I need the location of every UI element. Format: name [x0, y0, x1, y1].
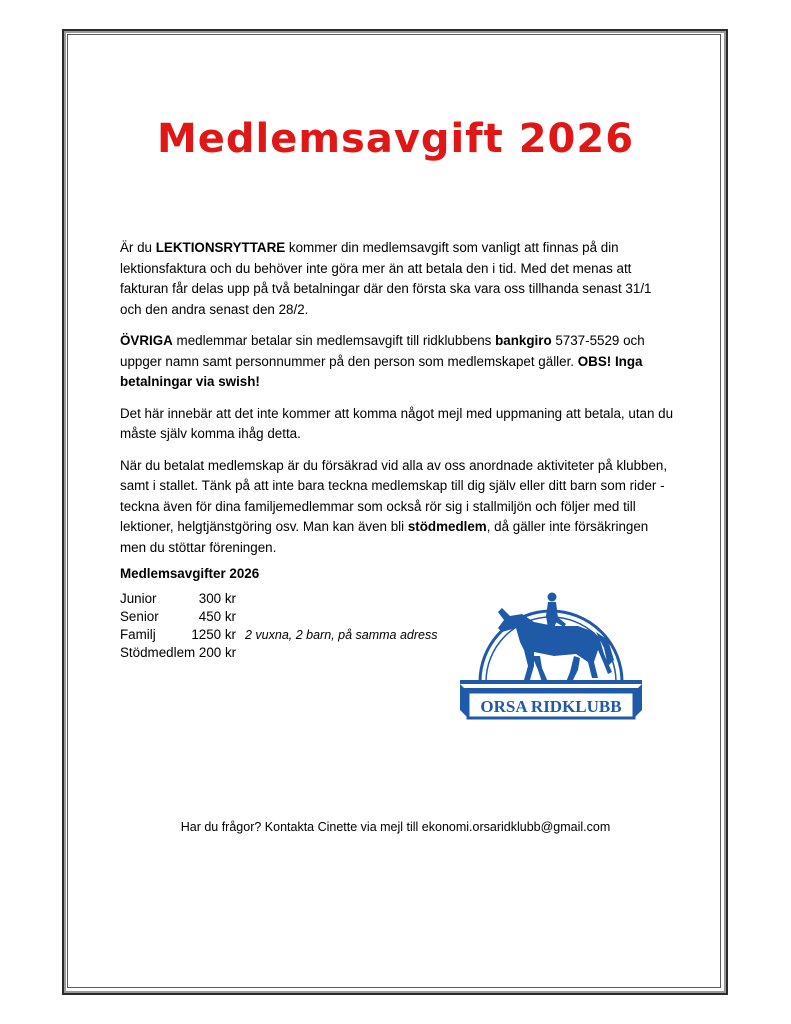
paragraph-no-email: Det här innebär att det inte kommer att komma något mejl med uppmaning att betala, utan du måste själv komma ihåg detta.: [120, 405, 674, 441]
p2-text-1: medlemmar betalar sin medlemsavgift till ridklubbens: [172, 333, 496, 348]
fee-label: Junior: [120, 591, 157, 606]
horse-rider-icon: [498, 593, 614, 683]
p2-bold-ovriga: ÖVRIGA: [120, 333, 173, 348]
paragraph-lesson-riders: [120, 238, 675, 320]
fees-heading: Medlemsavgifter 2026: [120, 566, 260, 581]
logo-banner: [460, 680, 642, 718]
paragraph-insurance: [120, 456, 675, 559]
orsa-ridklubb-logo: [458, 570, 644, 732]
fee-label: Senior: [120, 609, 159, 624]
fee-label-support: Stödmedlem 200 kr: [120, 645, 237, 660]
fee-row-support: [120, 644, 236, 662]
p2-bold-bankgiro: bankgiro: [495, 333, 552, 348]
contact-footer: Har du frågor? Kontakta Cinette via mejl till ekonomi.orsaridklubb@gmail.com: [180, 820, 611, 834]
p1-bold: LEKTIONSRYTTARE: [155, 240, 286, 255]
fees-list: [120, 590, 438, 662]
fee-amount: 300 kr: [198, 591, 236, 606]
body-text: [120, 238, 675, 569]
logo-text: ORSA RIDKLUBB: [480, 697, 622, 716]
fee-row-junior: [120, 590, 236, 608]
p1-text-post: kommer din medlemsavgift som vanligt att finnas på din lektionsfaktura och du behöver inte göra mer än att betala den i tid. Med det menas att fakturan får delas upp på två betalningar där den första ska vara oss tillhanda senast 31/1 och den andra senast den 28/2.: [120, 240, 652, 317]
fee-row-family: [120, 626, 438, 644]
fee-note: 2 vuxna, 2 barn, på samma adress: [245, 628, 438, 642]
fee-label: Familj: [120, 627, 156, 642]
fee-amount: 1250 kr: [191, 627, 236, 642]
fee-row-senior: [120, 608, 236, 626]
p4-text-post: , då gäller inte försäkringen men du stöttar föreningen.: [120, 519, 649, 555]
p1-text-pre: Är du: [120, 240, 156, 255]
paragraph-other-members: [120, 331, 675, 393]
p4-bold-stodmedlem: stödmedlem: [407, 519, 487, 534]
fee-amount: 450 kr: [198, 609, 236, 624]
page-title: Medlemsavgift 2026: [156, 116, 635, 162]
p4-text-pre: När du betalat medlemskap är du försäkrad vid alla av oss anordnade aktiviteter på klubben, samt i stallet. Tänk på att inte bara teckna medlemskap till dig själv eller ditt barn som rider - teckna även för dina familjemedlemmar som också rör sig i stallmiljön och följer med till lektioner, helgtjänstgöring osv. Man kan även bli: [120, 457, 668, 534]
p2-bold-obs: OBS! Inga betalningar via swish!: [120, 353, 643, 389]
p2-text-2: 5737-5529 och uppger namn samt personnummer på den person som medlemskapet gäller.: [120, 333, 645, 369]
